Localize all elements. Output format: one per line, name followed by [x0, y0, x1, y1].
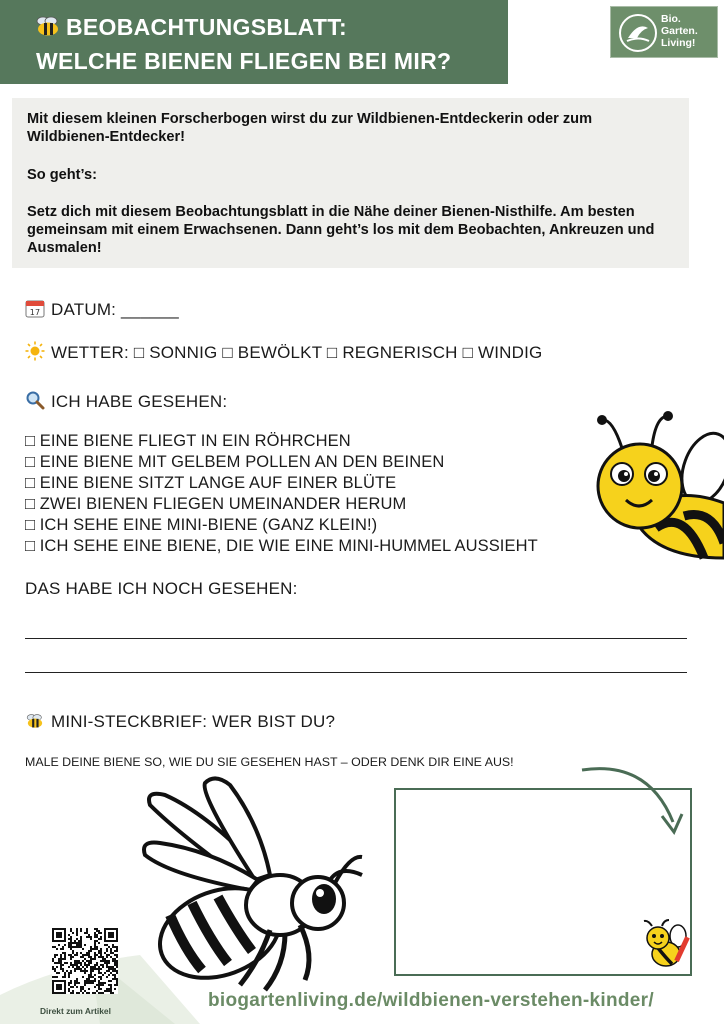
- noch-gesehen-label: DAS HABE ICH NOCH GESEHEN:: [25, 579, 298, 598]
- page-title-line2: WELCHE BIENEN FLIEGEN BEI MIR?: [36, 48, 452, 74]
- page-title-line1: BEOBACHTUNGSBLATT:: [66, 14, 347, 40]
- logo-text: Bio. Garten. Living!: [661, 13, 698, 49]
- checklist-item-4[interactable]: □ ZWEI BIENEN FLIEGEN UMEINANDER HERUM: [25, 495, 407, 513]
- qr-code[interactable]: [52, 928, 118, 994]
- datum-label: DATUM: ______: [51, 300, 179, 319]
- intro-paragraph-1: Mit diesem kleinen Forscherbogen wirst du zur Wildbienen-Entdeckerin oder zum Wildbienen-Entdecker!: [27, 111, 593, 145]
- bee-icon: [34, 15, 62, 37]
- logo-emblem: [619, 14, 657, 52]
- steckbrief-instruction: MALE DEINE BIENE SO, WIE DU SIE GESEHEN HAST – ODER DENK DIR EINE AUS!: [25, 755, 514, 769]
- leaf-icon: [621, 16, 655, 50]
- brand-logo: [610, 6, 718, 58]
- datum-field[interactable]: [25, 298, 179, 320]
- calendar-icon: [25, 298, 45, 318]
- checklist-item-2[interactable]: □ EINE BIENE MIT GELBEM POLLEN AN DEN BEINEN: [25, 453, 445, 471]
- wetter-field[interactable]: [25, 341, 542, 363]
- write-line-1[interactable]: [25, 638, 687, 639]
- bee-icon: [25, 712, 45, 730]
- article-url[interactable]: biogartenliving.de/wildbienen-verstehen-kinder/: [208, 990, 654, 1011]
- checklist-item-1[interactable]: □ EINE BIENE FLIEGT IN EIN RÖHRCHEN: [25, 432, 351, 450]
- intro-paragraph-3: Setz dich mit diesem Beobachtungsblatt in die Nähe deiner Bienen-Nisthilfe. Am besten gemeinsam mit einem Erwachsenen. Dann geht’s los mit dem Beobachten, Ankreuzen und Ausmalen!: [27, 204, 655, 256]
- checklist-item-6[interactable]: □ ICH SEHE EINE BIENE, DIE WIE EINE MINI-HUMMEL AUSSIEHT: [25, 537, 538, 555]
- gesehen-heading: ICH HABE GESEHEN:: [25, 390, 227, 412]
- intro-paragraph-2: So geht’s:: [27, 167, 97, 183]
- bee-with-pencil-icon: [642, 918, 690, 970]
- cartoon-bee-illustration: [594, 408, 724, 564]
- magnifier-icon: [25, 390, 45, 410]
- svg-text:17: 17: [29, 308, 41, 317]
- sun-icon: [25, 341, 45, 361]
- wetter-label: WETTER: □ SONNIG □ BEWÖLKT □ REGNERISCH □ WINDIG: [51, 343, 543, 362]
- write-line-2[interactable]: [25, 672, 687, 673]
- steckbrief-heading: MINI-STECKBRIEF: WER BIST DU?: [25, 712, 335, 732]
- checklist-item-3[interactable]: □ EINE BIENE SITZT LANGE AUF EINER BLÜTE: [25, 474, 397, 492]
- qr-label: Direkt zum Artikel: [40, 1006, 111, 1016]
- checklist-item-5[interactable]: □ ICH SEHE EINE MINI-BIENE (GANZ KLEIN!): [25, 516, 378, 534]
